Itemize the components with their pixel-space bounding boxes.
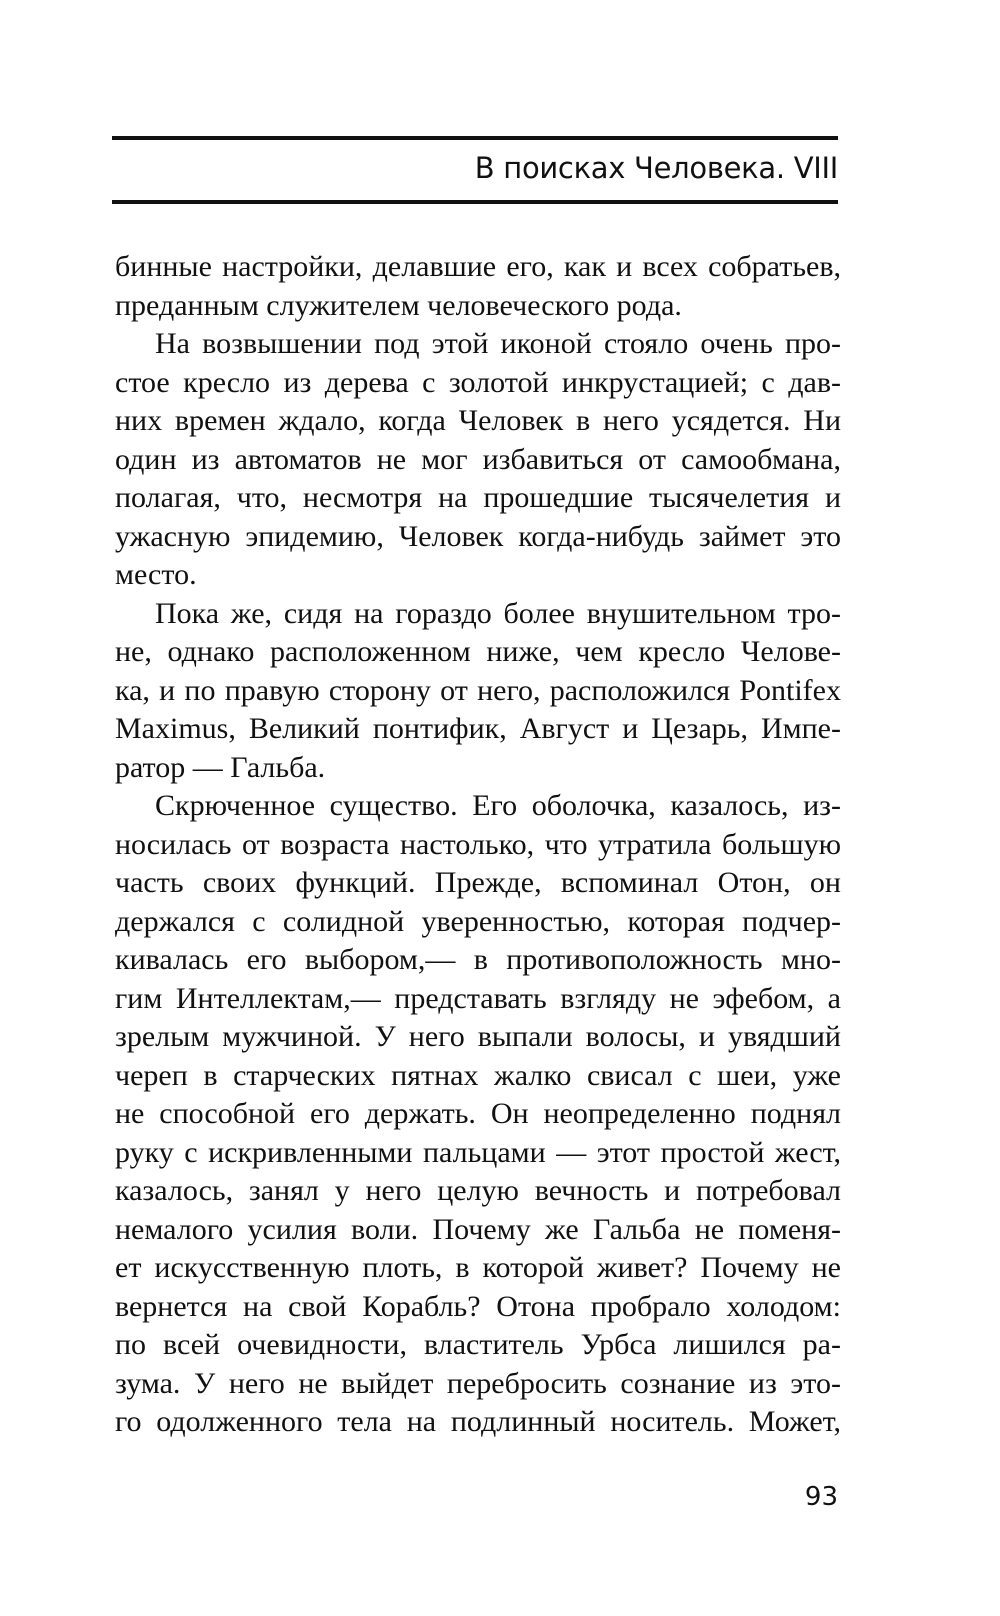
text-line: не способной его держать. Он неопределенно поднял <box>115 1097 841 1130</box>
text-line: зрелым мужчиной. У него выпали волосы, и увядший <box>115 1020 841 1053</box>
text-line: ратор — Гальба. <box>115 750 326 784</box>
text-line: На возвышении под этой иконой стояло очень про- <box>155 327 841 360</box>
page-number: 93 <box>804 1482 838 1512</box>
text-line: череп в старческих пятнах жалко свисал с шеи, уже <box>115 1058 841 1092</box>
text-line: преданным служителем человеческого рода. <box>115 288 682 322</box>
text-line: гим Интеллектам,— представать взгляду не эфебом, а <box>115 981 841 1015</box>
running-head-title: В поисках Человека. VIII <box>474 151 838 185</box>
text-line: ет искусственную плоть, в которой живет? Почему не <box>115 1251 841 1284</box>
text-line: держался с солидной уверенностью, которая подчер- <box>115 904 841 938</box>
text-line: них времен ждало, когда Человек в него усядется. Ни <box>115 404 841 437</box>
text-line: один из автоматов не мог избавиться от самообмана, <box>115 442 841 476</box>
header-rule-bottom <box>112 200 838 204</box>
text-line: немалого усилия воли. Почему же Гальба не поменя- <box>115 1212 841 1246</box>
text-line: Maximus, Великий понтифик, Август и Цезарь, Импе- <box>115 712 841 745</box>
text-line: бинные настройки, делавшие его, как и всех собратьев, <box>115 250 841 283</box>
text-line: руку с искривленными пальцами — этот простой жест, <box>115 1135 841 1169</box>
text-line: носилась от возраста настолько, что утратила большую <box>115 827 841 861</box>
text-line: Пока же, сидя на гораздо более внушительном тро- <box>155 596 841 630</box>
text-line: по всей очевидности, властитель Урбса лишился ра- <box>115 1328 841 1361</box>
text-line: Скрюченное существо. Его оболочка, казалось, из- <box>155 789 841 822</box>
body-text <box>115 248 841 1442</box>
text-line: кивалась его выбором,— в противоположность мно- <box>115 943 841 976</box>
text-line: стое кресло из дерева с золотой инкрустацией; с дав- <box>115 365 841 399</box>
text-line: казалось, занял у него целую вечность и потребовал <box>115 1174 841 1207</box>
text-line: полагая, что, несмотря на прошедшие тысячелетия и <box>115 481 841 514</box>
text-line: зума. У него не выйдет перебросить сознание из это- <box>115 1366 841 1400</box>
text-line: го одолженного тела на подлинный носитель. Может, <box>115 1405 841 1438</box>
header-rule-top <box>112 136 838 140</box>
text-line: часть своих функций. Прежде, вспоминал Отон, он <box>115 866 841 899</box>
text-line: вернется на свой Корабль? Отона пробрало холодом: <box>115 1289 841 1323</box>
text-line: не, однако расположенном ниже, чем кресло Челове- <box>115 635 841 668</box>
text-line: ка, и по правую сторону от него, расположился Pontifex <box>115 673 841 707</box>
text-line: ужасную эпидемию, Человек когда-нибудь займет это <box>115 519 841 553</box>
text-line: место. <box>115 558 197 591</box>
